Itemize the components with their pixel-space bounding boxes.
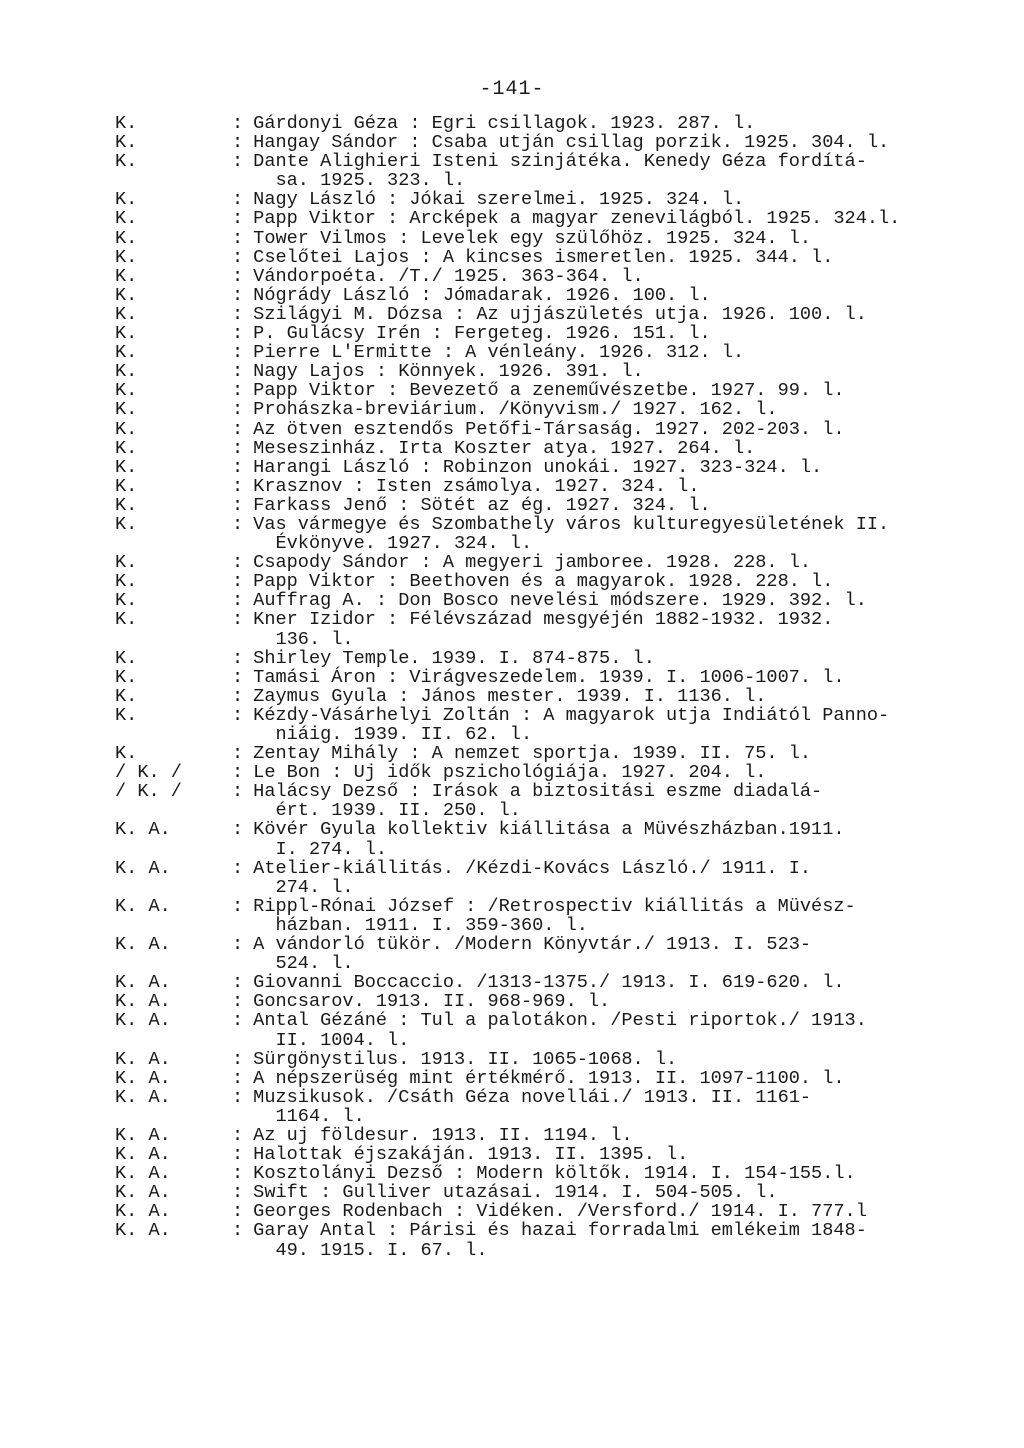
bibliography-entry — [115, 343, 995, 362]
entry-prefix: K. — [115, 571, 138, 593]
entry-prefix: K. — [115, 704, 138, 726]
bibliography-entry-continuation — [115, 954, 995, 973]
entry-prefix: K. — [115, 418, 138, 440]
bibliography-entry — [115, 973, 995, 992]
entry-separator: : — [232, 456, 244, 478]
entry-prefix: K. A. — [115, 1067, 171, 1089]
entry-prefix — [115, 878, 232, 897]
entry-prefix: K. — [115, 743, 138, 765]
bibliography-entry — [115, 935, 995, 954]
entry-separator — [232, 801, 242, 820]
bibliography-entry-continuation — [115, 1031, 995, 1050]
entry-separator — [232, 534, 242, 553]
entry-prefix: K. — [115, 552, 138, 574]
bibliography-entry — [115, 1145, 995, 1164]
entry-separator — [232, 725, 242, 744]
entry-text: Dante Alighieri Isteni szinjátéka. Kenedy Géza fordítá- — [242, 151, 867, 173]
entry-text: házban. 1911. I. 359-360. l. — [242, 914, 588, 936]
entry-separator: : — [232, 284, 244, 306]
bibliography-entry — [115, 496, 995, 515]
entry-separator: : — [232, 265, 244, 287]
entry-text: A népszerüség mint értékmérő. 1913. II. 1097-1100. l. — [242, 1067, 845, 1089]
entry-prefix: K. — [115, 399, 138, 421]
entry-separator — [232, 171, 242, 190]
entry-separator: : — [232, 1124, 244, 1146]
bibliography-entry — [115, 114, 995, 133]
entry-prefix: K. A. — [115, 972, 171, 994]
entry-text: Auffrag A. : Don Bosco nevelési módszere. 1929. 392. l. — [242, 590, 867, 612]
entry-separator: : — [232, 399, 244, 421]
bibliography-entry — [115, 477, 995, 496]
entry-separator — [232, 1031, 242, 1050]
entry-prefix: K. — [115, 151, 138, 173]
entry-prefix: K. — [115, 437, 138, 459]
entry-text: 136. l. — [242, 628, 354, 650]
bibliography-entry — [115, 1183, 995, 1202]
entry-prefix: K. A. — [115, 934, 171, 956]
bibliography-entry — [115, 649, 995, 668]
entry-prefix: K. — [115, 189, 138, 211]
bibliography-entry-continuation — [115, 630, 995, 649]
entry-separator: : — [232, 189, 244, 211]
entry-text: 274. l. — [242, 876, 354, 898]
entry-text: Nagy László : Jókai szerelmei. 1925. 324. l. — [242, 189, 745, 211]
bibliography-entry — [115, 572, 995, 591]
entry-text: Giovanni Boccaccio. /1313-1375./ 1913. I. 619-620. l. — [242, 972, 845, 994]
entry-separator — [232, 954, 242, 973]
bibliography-entry — [115, 1069, 995, 1088]
entry-prefix: K. A. — [115, 1182, 171, 1204]
entry-text: sa. 1925. 323. l. — [242, 170, 466, 192]
entry-prefix: K. — [115, 113, 138, 134]
entry-separator: : — [232, 437, 244, 459]
entry-separator: : — [232, 1201, 244, 1223]
entry-text: 49. 1915. I. 67. l. — [242, 1239, 488, 1261]
bibliography-entry — [115, 324, 995, 343]
entry-prefix — [115, 725, 232, 744]
bibliography-entry-continuation — [115, 840, 995, 859]
entry-separator: : — [232, 590, 244, 612]
entry-prefix: K. — [115, 590, 138, 612]
entry-text: Halácsy Dezső : Irások a biztositási eszme diadalá- — [242, 781, 823, 803]
bibliography-entry — [115, 706, 995, 725]
bibliography-entry — [115, 190, 995, 209]
bibliography-entry — [115, 992, 995, 1011]
entry-text: Harangi László : Robinzon unokái. 1927. 323-324. l. — [242, 456, 823, 478]
entry-prefix: K. — [115, 685, 138, 707]
entry-prefix: K. A. — [115, 1086, 171, 1108]
entry-text: Kosztolányi Dezső : Modern költők. 1914. I. 154-155.l. — [242, 1163, 856, 1185]
entry-separator: : — [232, 1086, 244, 1108]
entry-prefix: K. A. — [115, 1144, 171, 1166]
bibliography-entry — [115, 1202, 995, 1221]
entry-text: Pierre L'Ermitte : A vénleány. 1926. 312. l. — [242, 342, 745, 364]
entry-prefix: K. A. — [115, 1220, 171, 1242]
entry-prefix: K. — [115, 666, 138, 688]
entry-text: Meseszinház. Irta Koszter atya. 1927. 264. l. — [242, 437, 756, 459]
entry-separator: : — [232, 819, 244, 841]
entry-text: Shirley Temple. 1939. I. 874-875. l. — [242, 647, 655, 669]
entry-separator: : — [232, 513, 244, 535]
bibliography-entry-continuation — [115, 171, 995, 190]
entry-text: P. Gulácsy Irén : Fergeteg. 1926. 151. l. — [242, 323, 711, 345]
entry-separator: : — [232, 762, 244, 784]
entry-text: Rippl-Rónai József : /Retrospectiv kiállitás a Müvész- — [242, 895, 856, 917]
entry-prefix — [115, 840, 232, 859]
bibliography-entry — [115, 420, 995, 439]
entry-prefix: K. — [115, 494, 138, 516]
entry-text: Krasznov : Isten zsámolya. 1927. 324. l. — [242, 475, 700, 497]
entry-separator: : — [232, 857, 244, 879]
entry-prefix: K. A. — [115, 1010, 171, 1032]
entry-text: Vándorpoéta. /T./ 1925. 363-364. l. — [242, 265, 644, 287]
bibliography-entry — [115, 553, 995, 572]
bibliography-entry — [115, 591, 995, 610]
bibliography-entry — [115, 305, 995, 324]
bibliography-entry — [115, 1164, 995, 1183]
entry-separator — [232, 916, 242, 935]
entry-text: Szilágyi M. Dózsa : Az ujjászületés utja. 1926. 100. l. — [242, 303, 867, 325]
entry-prefix: K. A. — [115, 857, 171, 879]
bibliography-entry — [115, 133, 995, 152]
entry-separator: : — [232, 552, 244, 574]
entry-separator: : — [232, 781, 244, 803]
entry-separator: : — [232, 132, 244, 154]
entry-separator: : — [232, 113, 244, 134]
entry-text: Garay Antal : Párisi és hazai forradalmi emlékeim 1848- — [242, 1220, 867, 1242]
bibliography-entry — [115, 1126, 995, 1145]
entry-prefix: K. — [115, 227, 138, 249]
entry-separator: : — [232, 991, 244, 1013]
entry-prefix: K. A. — [115, 1048, 171, 1070]
entry-prefix: K. — [115, 323, 138, 345]
entry-prefix — [115, 801, 232, 820]
entry-text: Évkönyve. 1927. 324. l. — [242, 533, 533, 555]
entry-text: Le Bon : Uj idők pszichológiája. 1927. 204. l. — [242, 762, 767, 784]
entry-prefix: K. — [115, 208, 138, 230]
entry-separator: : — [232, 475, 244, 497]
entry-separator: : — [232, 208, 244, 230]
entry-separator — [232, 1107, 242, 1126]
entry-prefix: K. — [115, 132, 138, 154]
entry-text: Nagy Lajos : Könnyek. 1926. 391. l. — [242, 361, 644, 383]
entry-separator: : — [232, 743, 244, 765]
bibliography-entry — [115, 668, 995, 687]
entry-separator: : — [232, 666, 244, 688]
entry-separator: : — [232, 1144, 244, 1166]
entry-text: II. 1004. l. — [242, 1029, 410, 1051]
entry-text: 1164. l. — [242, 1105, 365, 1127]
bibliography-entry — [115, 248, 995, 267]
entry-text: Vas vármegye és Szombathely város kulturegyesületének II. — [242, 513, 890, 535]
entry-text: Atelier-kiállitás. /Kézdi-Kovács László./ 1911. I. — [242, 857, 812, 879]
entry-prefix: K. — [115, 647, 138, 669]
entry-prefix — [115, 630, 232, 649]
bibliography-entry — [115, 267, 995, 286]
bibliography-entry — [115, 362, 995, 381]
entry-text: Zentay Mihály : A nemzet sportja. 1939. II. 75. l. — [242, 743, 812, 765]
bibliography-entry-continuation — [115, 878, 995, 897]
bibliography-entry — [115, 152, 995, 171]
entry-separator: : — [232, 934, 244, 956]
page-number: -141- — [479, 78, 545, 101]
bibliography-entry — [115, 687, 995, 706]
entry-separator: : — [232, 1067, 244, 1089]
entry-text: I. 274. l. — [242, 838, 388, 860]
entry-separator: : — [232, 571, 244, 593]
entry-text: Kövér Gyula kollektiv kiállitása a Müvészházban.1911. — [242, 819, 845, 841]
entry-text: A vándorló tükör. /Modern Könyvtár./ 1913. I. 523- — [242, 934, 812, 956]
bibliography-entry-continuation — [115, 1241, 995, 1260]
bibliography-entry — [115, 744, 995, 763]
entry-text: Swift : Gulliver utazásai. 1914. I. 504-505. l. — [242, 1182, 778, 1204]
entry-separator — [232, 1241, 242, 1260]
entry-text: Kézdy-Vásárhelyi Zoltán : A magyarok utja Indiától Panno- — [242, 704, 890, 726]
entry-prefix: K. — [115, 513, 138, 535]
entry-prefix: K. — [115, 361, 138, 383]
entry-separator — [232, 630, 242, 649]
entry-prefix: K. — [115, 265, 138, 287]
entry-prefix: K. A. — [115, 1124, 171, 1146]
entry-prefix: / K. / — [115, 781, 182, 803]
entry-text: Sürgönystilus. 1913. II. 1065-1068. l. — [242, 1048, 678, 1070]
entry-separator: : — [232, 1220, 244, 1242]
entry-prefix: K. A. — [115, 895, 171, 917]
bibliography-entry — [115, 458, 995, 477]
bibliography-entry — [115, 1050, 995, 1069]
entry-separator: : — [232, 151, 244, 173]
entry-prefix: K. — [115, 284, 138, 306]
bibliography-entry — [115, 820, 995, 839]
bibliography-entry-continuation — [115, 534, 995, 553]
entry-text: Az ötven esztendős Petőfi-Társaság. 1927. 202-203. l. — [242, 418, 845, 440]
entry-separator: : — [232, 1182, 244, 1204]
entry-text: Tamási Áron : Virágveszedelem. 1939. I. 1006-1007. l. — [242, 666, 845, 688]
entry-separator: : — [232, 227, 244, 249]
entry-prefix: K. — [115, 380, 138, 402]
entry-separator: : — [232, 418, 244, 440]
bibliography-entry-continuation — [115, 725, 995, 744]
entry-prefix — [115, 171, 232, 190]
bibliography-entry — [115, 897, 995, 916]
entry-text: Nógrády László : Jómadarak. 1926. 100. l. — [242, 284, 711, 306]
entry-prefix: K. — [115, 246, 138, 268]
entry-text: ért. 1939. II. 250. l. — [242, 800, 521, 822]
entry-separator: : — [232, 647, 244, 669]
entry-separator: : — [232, 895, 244, 917]
bibliography-list — [115, 114, 995, 1260]
bibliography-entry-continuation — [115, 916, 995, 935]
bibliography-entry-continuation — [115, 1107, 995, 1126]
entry-text: Kner Izidor : Félévszázad mesgyéjén 1882-1932. 1932. — [242, 609, 834, 631]
entry-separator: : — [232, 303, 244, 325]
entry-text: 524. l. — [242, 953, 354, 975]
bibliography-entry — [115, 763, 995, 782]
entry-prefix — [115, 954, 232, 973]
entry-separator: : — [232, 1048, 244, 1070]
entry-prefix: K. — [115, 303, 138, 325]
entry-text: Csapody Sándor : A megyeri jamboree. 1928. 228. l. — [242, 552, 812, 574]
bibliography-entry — [115, 1221, 995, 1240]
entry-separator: : — [232, 1010, 244, 1032]
bibliography-entry — [115, 515, 995, 534]
entry-text: Zaymus Gyula : János mester. 1939. I. 1136. l. — [242, 685, 767, 707]
entry-prefix: K. A. — [115, 819, 171, 841]
entry-text: Cselőtei Lajos : A kincses ismeretlen. 1925. 344. l. — [242, 246, 834, 268]
entry-prefix: K. — [115, 342, 138, 364]
entry-separator: : — [232, 380, 244, 402]
entry-separator — [232, 840, 242, 859]
entry-prefix: K. A. — [115, 1163, 171, 1185]
entry-prefix — [115, 1241, 232, 1260]
entry-text: Gárdonyi Géza : Egri csillagok. 1923. 287. l. — [242, 113, 756, 134]
entry-text: Az uj földesur. 1913. II. 1194. l. — [242, 1124, 633, 1146]
entry-separator — [232, 878, 242, 897]
entry-prefix — [115, 916, 232, 935]
entry-prefix — [115, 1107, 232, 1126]
entry-text: Farkass Jenő : Sötét az ég. 1927. 324. l. — [242, 494, 711, 516]
bibliography-entry-continuation — [115, 801, 995, 820]
bibliography-entry — [115, 381, 995, 400]
entry-separator: : — [232, 609, 244, 631]
entry-separator: : — [232, 972, 244, 994]
entry-text: Goncsarov. 1913. II. 968-969. l. — [242, 991, 611, 1013]
entry-prefix — [115, 1031, 232, 1050]
entry-text: Papp Viktor : Arcképek a magyar zenevilágból. 1925. 324.l. — [242, 208, 901, 230]
bibliography-entry — [115, 209, 995, 228]
entry-text: Prohászka-breviárium. /Könyvism./ 1927. 162. l. — [242, 399, 778, 421]
entry-separator: : — [232, 494, 244, 516]
entry-separator: : — [232, 361, 244, 383]
entry-text: niáig. 1939. II. 62. l. — [242, 724, 533, 745]
entry-prefix: K. — [115, 456, 138, 478]
entry-text: Antal Gézáné : Tul a palotákon. /Pesti riportok./ 1913. — [242, 1010, 867, 1032]
entry-prefix: K. A. — [115, 991, 171, 1013]
entry-separator: : — [232, 342, 244, 364]
entry-prefix: / K. / — [115, 762, 182, 784]
entry-separator: : — [232, 685, 244, 707]
bibliography-entry — [115, 439, 995, 458]
entry-prefix: K. — [115, 475, 138, 497]
entry-text: Papp Viktor : Beethoven és a magyarok. 1928. 228. l. — [242, 571, 834, 593]
entry-separator: : — [232, 704, 244, 726]
entry-prefix — [115, 534, 232, 553]
entry-separator: : — [232, 323, 244, 345]
entry-text: Hangay Sándor : Csaba utján csillag porzik. 1925. 304. l. — [242, 132, 890, 154]
bibliography-entry — [115, 859, 995, 878]
entry-prefix: K. A. — [115, 1201, 171, 1223]
bibliography-entry — [115, 1011, 995, 1030]
entry-text: Halottak éjszakáján. 1913. II. 1395. l. — [242, 1144, 689, 1166]
bibliography-entry — [115, 286, 995, 305]
entry-separator: : — [232, 246, 244, 268]
bibliography-entry — [115, 1088, 995, 1107]
entry-text: Georges Rodenbach : Vidéken. /Versford./ 1914. I. 777.l — [242, 1201, 867, 1223]
entry-text: Muzsikusok. /Csáth Géza novellái./ 1913. II. 1161- — [242, 1086, 812, 1108]
entry-text: Papp Viktor : Bevezető a zeneművészetbe. 1927. 99. l. — [242, 380, 845, 402]
bibliography-entry — [115, 400, 995, 419]
bibliography-entry — [115, 610, 995, 629]
bibliography-entry — [115, 229, 995, 248]
entry-separator: : — [232, 1163, 244, 1185]
entry-prefix: K. — [115, 609, 138, 631]
bibliography-entry — [115, 782, 995, 801]
entry-text: Tower Vilmos : Levelek egy szülőhöz. 1925. 324. l. — [242, 227, 812, 249]
